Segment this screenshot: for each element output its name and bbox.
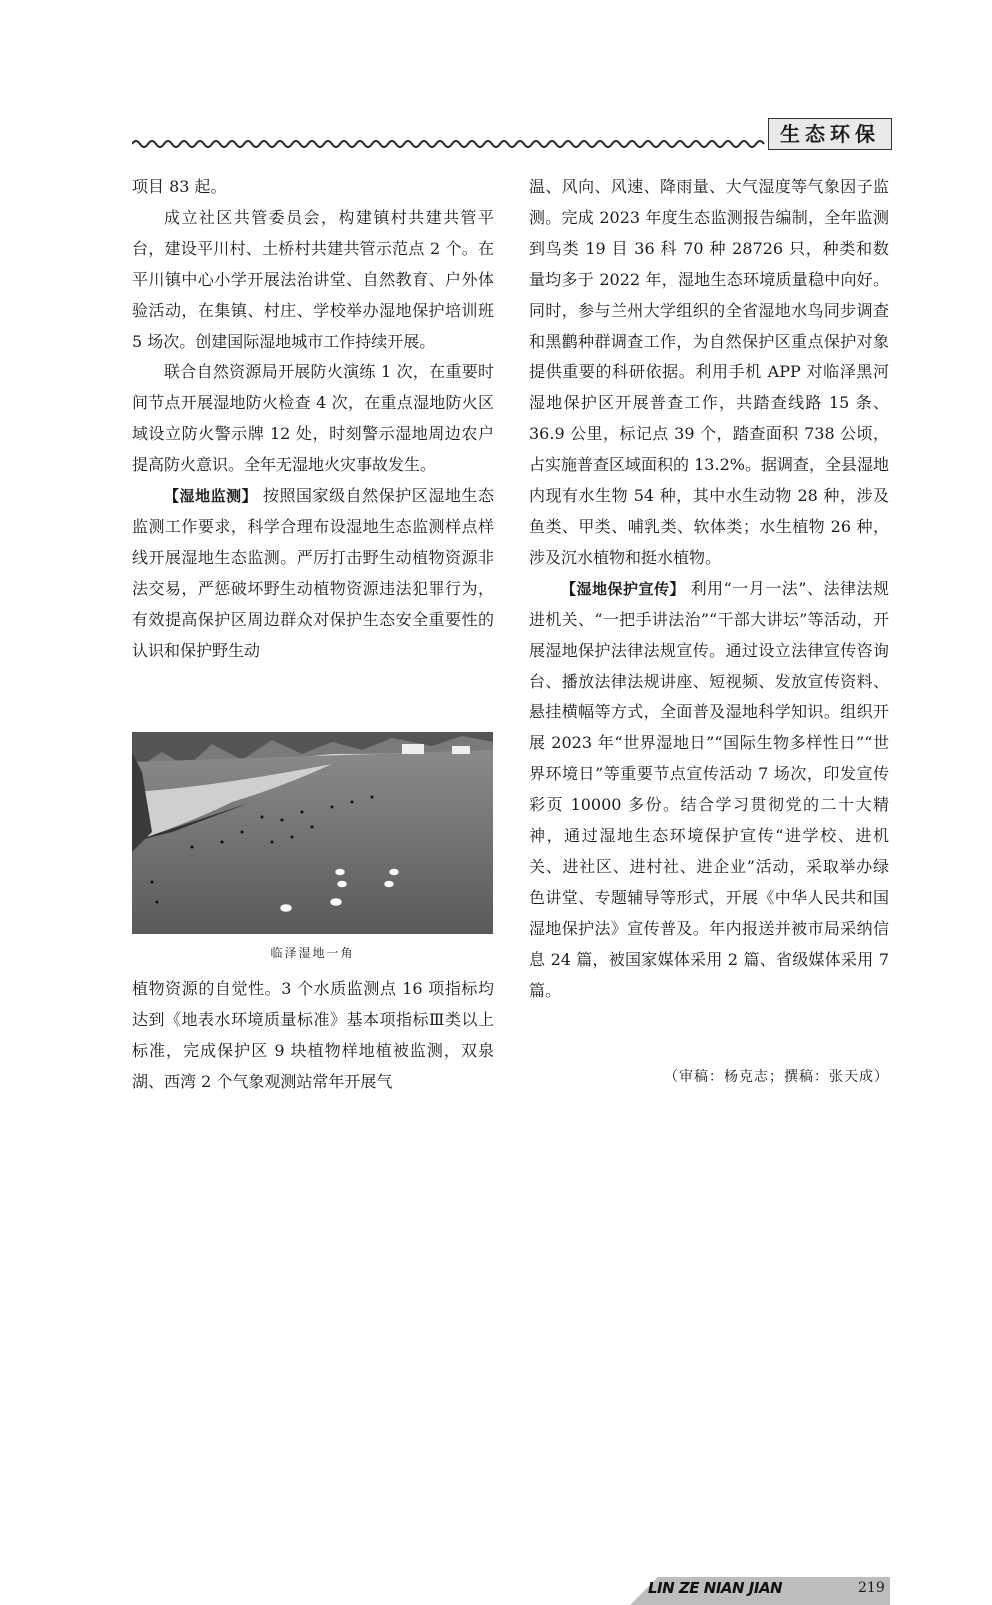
photo-caption: 临泽湿地一角 bbox=[270, 946, 355, 960]
promotion-heading: 【湿地保护宣传】 bbox=[561, 579, 686, 598]
paragraph-weather-survey: 温、风向、风速、降雨量、大气湿度等气象因子监测。完成 2023 年度生态监测报告编制，全年监测到鸟类 19 目 36 科 70 种 28726 只，种类和数量均多于 2022 年，湿地生态环境质量稳中向好。同时，参与兰州大学组织的全省湿地水鸟同步调查和黑鹳种群调查工作，为自然保护区重点保护对象提供重要的科研依据。利用手机 APP 对临泽黑河湿地保护区开展普查工作，共踏查线路 15 条、36.9 公里，标记点 39 个，踏查面积 738 公顷，占实施普查区域面积的 13.2%。据调查，全县湿地内现有水生物 54 种，其中水生动物 28 种，涉及鱼类、甲类、哺乳类、软体类；水生植物 26 种，涉及沉水植物和挺水植物。 bbox=[529, 177, 889, 567]
section-tag: 生态环保 bbox=[768, 118, 892, 150]
credits: （审稿：杨克志；撰稿：张天成） bbox=[664, 1069, 889, 1085]
header-wavy-rule bbox=[132, 138, 768, 150]
paragraph-fire-prevention: 联合自然资源局开展防火演练 1 次，在重要时间节点开展湿地防火检查 4 次，在重点湿地防火区域设立防火警示牌 12 处，时刻警示湿地周边农户提高防火意识。全年无湿地火灾事故发生。 bbox=[132, 362, 494, 475]
monitoring-text: 按照国家级自然保护区湿地生态监测工作要求，科学合理布设湿地生态监测样点样线开展湿地生态监测。严厉打击野生动植物资源非法交易，严惩破坏野生动植物资源违法犯罪行为，有效提高保护区周边群众对保护生态安全重要性的认识和保护野生动 bbox=[132, 486, 494, 660]
page-number: 219 bbox=[858, 1580, 885, 1596]
journal-name: LIN ZE NIAN JIAN bbox=[648, 1579, 783, 1597]
monitoring-heading: 【湿地监测】 bbox=[164, 487, 258, 506]
paragraph-continuation: 项目 83 起。 bbox=[132, 177, 227, 196]
wetland-photo bbox=[132, 732, 493, 934]
paragraph-monitoring bbox=[132, 481, 494, 666]
paragraph-community: 成立社区共管委员会，构建镇村共建共管平台，建设平川村、土桥村共建共管示范点 2 个。在平川镇中心小学开展法治讲堂、自然教育、户外体验活动，在集镇、村庄、学校举办湿地保护培训班 5 场次。创建国际湿地城市工作持续开展。 bbox=[132, 207, 494, 351]
left-column-lower bbox=[132, 974, 494, 1098]
right-column bbox=[529, 172, 889, 1006]
promotion-text: 利用“一月一法”、法律法规进机关、“一把手讲法治”“干部大讲坛”等活动，开展湿地保护法律法规宣传。通过设立法律宣传咨询台、播放法律法规讲座、短视频、发放宣传资料、悬挂横幅等方式，全面普及湿地科学知识。组织开展 2023 年“世界湿地日”“国际生物多样性日”“世界环境日”等重要节点宣传活动 7 场次，印发宣传彩页 10000 多份。结合学习贯彻党的二十大精神，通过湿地生态环境保护宣传“进学校、进机关、进社区、进村社、进企业”活动，采取举办绿色讲堂、专题辅导等形式，开展《中华人民共和国湿地保护法》宣传普及。年内报送并被市局采纳信息 24 篇，被国家媒体采用 2 篇、省级媒体采用 7 篇。 bbox=[529, 578, 889, 1000]
left-column bbox=[132, 172, 494, 667]
paragraph-water-quality: 植物资源的自觉性。3 个水质监测点 16 项指标均达到《地表水环境质量标准》基本项指标Ⅲ类以上标准，完成保护区 9 块植物样地植被监测，双泉湖、西湾 2 个气象观测站常年开展气 bbox=[132, 979, 494, 1091]
paragraph-promotion bbox=[529, 574, 889, 1007]
